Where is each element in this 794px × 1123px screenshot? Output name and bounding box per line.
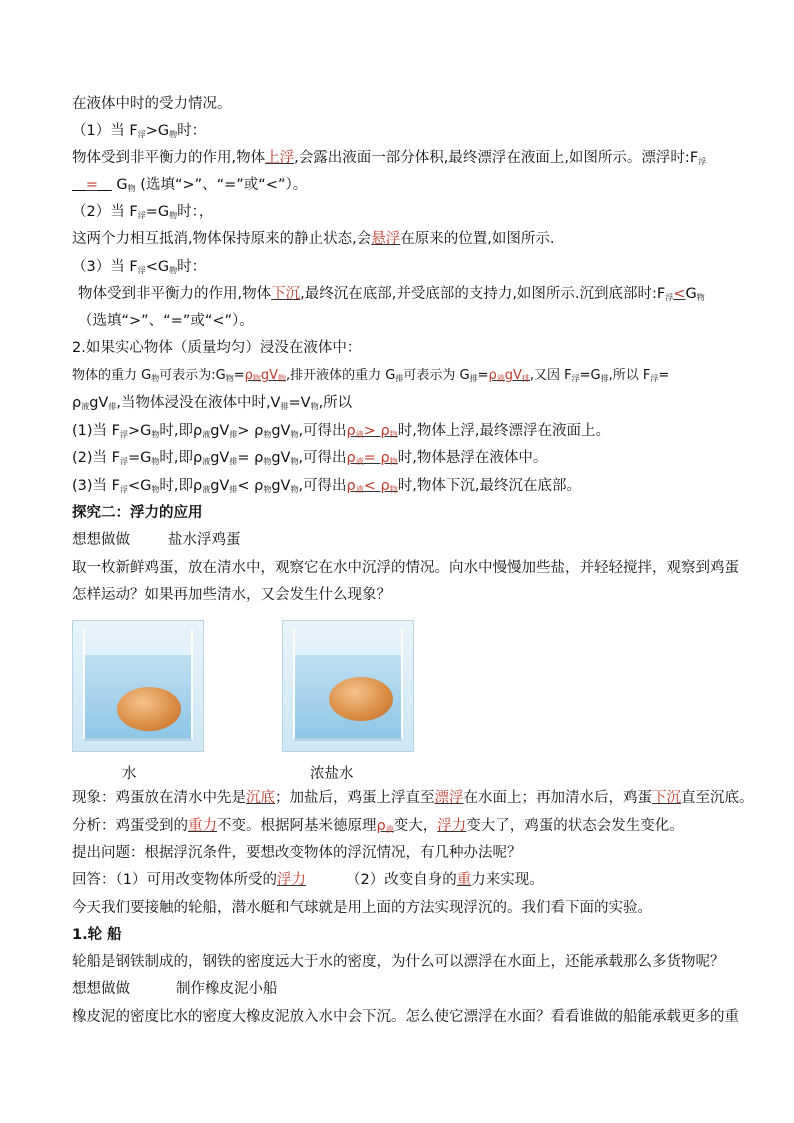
text: 变大了，鸡蛋的状态会发生变化。: [466, 818, 684, 834]
subscript: 浮: [137, 211, 146, 220]
subscript: 浮: [571, 374, 580, 383]
text-line: [72, 530, 754, 550]
subscript: 液: [81, 402, 90, 411]
answer-text: 重力: [188, 818, 217, 834]
text: 时,物体下沉,最终沉在底部。: [397, 478, 581, 494]
subscript: 液: [385, 825, 394, 834]
caption-salt-water: 浓盐水: [310, 766, 354, 782]
text: ρ: [488, 368, 497, 383]
subscript: 物: [389, 430, 398, 439]
text: > ρ: [237, 423, 264, 439]
subscript: 物: [169, 130, 178, 139]
subscript: 物: [263, 485, 272, 494]
text: 时：: [177, 259, 207, 275]
subscript: 浮: [137, 266, 146, 275]
text-line: [72, 870, 754, 890]
subscript: 排: [108, 402, 117, 411]
text: =: [477, 368, 489, 383]
text: >G: [145, 123, 170, 139]
text: ρ: [346, 478, 356, 494]
text: 盐水浮鸡蛋: [168, 532, 241, 548]
text: 想想做做: [72, 981, 130, 997]
egg: [329, 677, 393, 721]
text: ,当物体浸没在液体中时,V: [116, 395, 281, 411]
text: 时,物体上浮,最终漂浮在液面上。: [397, 423, 610, 439]
answer-text: =: [85, 177, 98, 193]
subscript: 排: [229, 485, 238, 494]
text-line: 2.如果实心物体（质量均匀）浸没在液体中：: [72, 340, 362, 356]
text-line: [72, 816, 754, 840]
text: 分析：鸡蛋受到的: [72, 818, 188, 834]
text: ,排开液体的重力 G: [286, 368, 396, 383]
answer-text: 沉底: [246, 790, 275, 806]
text: ρ: [376, 818, 386, 834]
subscript: 物: [389, 485, 398, 494]
answer-text: 下沉: [652, 790, 681, 806]
subscript: 物: [290, 485, 299, 494]
answer-text: 重: [456, 872, 472, 888]
answer-text: [245, 368, 286, 383]
text: ,又因 F: [529, 368, 572, 383]
subscript: 排: [521, 374, 530, 383]
text: (3)当 F: [72, 478, 120, 494]
subscript: 浮: [120, 430, 128, 439]
text: ,可得出: [298, 450, 347, 466]
text: > ρ: [363, 423, 390, 439]
text: gV: [89, 395, 109, 411]
text: =G: [128, 450, 152, 466]
text-line: 怎样运动？如果再加些清水，又会发生什么现象？: [72, 587, 391, 603]
subscript: 浮: [120, 485, 128, 494]
text: =G: [579, 368, 601, 383]
text-line: 今天我们要接触的轮船，潜水艇和气球就是用上面的方法实现浮沉的。我们看下面的实验。: [72, 900, 652, 916]
subscript: 物: [151, 374, 160, 383]
text: 时：: [177, 123, 207, 139]
text: 时：，: [177, 204, 214, 220]
subscript: 物: [263, 457, 272, 466]
text: ρ: [244, 368, 253, 383]
subscript: 排: [229, 430, 238, 439]
section-heading: 1.轮 船: [72, 927, 122, 943]
text-line: 提出问题：根据浮沉条件，要想改变物体的浮沉情况，有几种办法呢？: [72, 845, 522, 861]
text-line: [72, 257, 754, 281]
subscript: 物: [290, 430, 299, 439]
subscript: 物: [696, 293, 705, 302]
subscript: 物: [151, 485, 160, 494]
subscript: 物: [225, 374, 234, 383]
text-line: [72, 148, 754, 172]
text-line: [78, 284, 754, 308]
text: 力来实现。: [471, 872, 544, 888]
text: 回答：（1）可用改变物体所受的: [72, 872, 277, 888]
subscript: 物: [290, 457, 299, 466]
text: ,所以: [318, 395, 353, 411]
text: 不变。根据阿基米德原理: [217, 818, 377, 834]
text: 时,即ρ: [159, 423, 203, 439]
text: ,所以 F: [608, 368, 651, 383]
text: gV: [504, 368, 522, 383]
answer-text: [347, 450, 398, 466]
text-line: [72, 229, 754, 249]
beaker-photo-water: [72, 620, 204, 752]
text: 现象：鸡蛋放在清水中先是: [72, 790, 246, 806]
text-line: [72, 366, 754, 389]
subscript: 液: [355, 485, 364, 494]
answer-text: [347, 423, 398, 439]
subscript: 液: [202, 430, 211, 439]
text: 在原来的位置,如图所示.: [400, 231, 555, 247]
text: gV: [260, 368, 279, 383]
text: <G: [128, 478, 152, 494]
subscript: 物: [151, 430, 160, 439]
text: 物体的重力 G: [72, 368, 152, 383]
text-line: [72, 788, 754, 808]
text: 物体受到非平衡力的作用,物体: [78, 286, 272, 302]
text: >G: [128, 423, 152, 439]
text: gV: [210, 423, 230, 439]
subscript: 浮: [137, 130, 146, 139]
text: 物体受到非平衡力的作用,物体: [72, 150, 266, 166]
text-line: [72, 175, 754, 199]
text-line: 轮船是钢铁制成的，钢铁的密度远大于水的密度，为什么可以漂浮在水面上，还能承载那么多货物呢？: [72, 954, 725, 970]
text: ,可得出: [298, 423, 347, 439]
text: =: [233, 368, 245, 383]
subscript: 物: [151, 457, 160, 466]
text-line: [72, 448, 754, 472]
answer-text: [488, 368, 529, 383]
text-line: 取一枚新鲜鸡蛋，放在清水中，观察它在水中沉浮的情况。向水中慢慢加些盐，并轻轻搅拌，观察到鸡蛋: [72, 560, 739, 576]
subscript: 浮: [650, 374, 659, 383]
text-line: （选填“>”、“=”或“<”）。: [78, 313, 254, 329]
section-heading: 探究二：浮力的应用: [72, 505, 203, 521]
subscript: 物: [169, 211, 178, 220]
subscript: 液: [355, 430, 364, 439]
subscript: 物: [127, 184, 136, 193]
text-line: 在液体中时的受力情况。: [72, 96, 232, 112]
subscript: 液: [202, 457, 211, 466]
subscript: 排: [469, 374, 478, 383]
text: = ρ: [363, 450, 390, 466]
text-line: 橡皮泥的密度比水的密度大橡皮泥放入水中会下沉。怎么使它漂浮在水面？看看谁做的船能承载更多的重: [72, 1009, 739, 1025]
beaker-photo-salt-water: [282, 620, 414, 752]
answer-text: 漂浮: [434, 790, 464, 806]
caption-water: 水: [122, 766, 137, 782]
text: （1）当 F: [72, 123, 138, 139]
subscript: 物: [263, 430, 272, 439]
subscript: 物: [389, 457, 398, 466]
text: 时,物体悬浮在液体中。: [397, 450, 548, 466]
text: (2)当 F: [72, 450, 120, 466]
subscript: 物: [169, 266, 178, 275]
text: 在水面上；再加清水后，鸡蛋: [463, 790, 652, 806]
text: 变大，: [393, 818, 438, 834]
text: ,可得出: [298, 478, 347, 494]
text: =G: [145, 204, 170, 220]
text: 直至沉底。: [681, 790, 754, 806]
subscript: 物: [278, 374, 287, 383]
text: （2）改变自身的: [345, 872, 457, 888]
subscript: 排: [395, 374, 404, 383]
text: 时,即ρ: [159, 450, 203, 466]
text: gV: [271, 450, 291, 466]
text: ；加盐后，鸡蛋上浮直至: [275, 790, 435, 806]
text: 时,即ρ: [159, 478, 203, 494]
text: ρ: [346, 450, 356, 466]
subscript: 液: [496, 374, 505, 383]
subscript: 排: [600, 374, 609, 383]
text: ρ: [72, 395, 82, 411]
text: 制作橡皮泥小船: [176, 981, 278, 997]
text: 可表示为:G: [159, 368, 226, 383]
text: < ρ: [237, 478, 264, 494]
text: （2）当 F: [72, 204, 138, 220]
answer-text: 下沉: [271, 286, 301, 302]
text: =V: [288, 395, 311, 411]
text-line: [72, 421, 754, 445]
text-line: [72, 979, 754, 999]
subscript: 排: [280, 402, 289, 411]
text: =: [658, 368, 670, 383]
text: <G: [145, 259, 170, 275]
text-line: [72, 393, 754, 417]
text: gV: [271, 478, 291, 494]
subscript: 浮: [120, 457, 128, 466]
subscript: 液: [355, 457, 364, 466]
subscript: 物: [310, 402, 319, 411]
subscript: 液: [202, 485, 211, 494]
answer-text: 悬浮: [371, 231, 401, 247]
answer-text: [347, 478, 398, 494]
answer-text: 浮力: [276, 872, 306, 888]
subscript: 浮: [665, 293, 674, 302]
answer-blank: [72, 177, 112, 193]
answer-text: 上浮: [265, 150, 295, 166]
subscript: 浮: [698, 157, 707, 166]
text: (选填“>”、“=”或“<”）。: [135, 177, 308, 193]
text: ,会露出液面一部分体积,最终漂浮在液面上,如图所示。漂浮时:F: [294, 150, 699, 166]
answer-text: [377, 818, 394, 834]
subscript: 物: [252, 374, 261, 383]
text: G: [685, 286, 697, 302]
text: 可表示为 G: [403, 368, 470, 383]
text-line: [72, 476, 754, 500]
text: （3）当 F: [72, 259, 138, 275]
subscript: 排: [229, 457, 238, 466]
text-line: [72, 121, 754, 145]
text: gV: [210, 450, 230, 466]
answer-text: 浮力: [437, 818, 467, 834]
text: (1)当 F: [72, 423, 120, 439]
answer-text: <: [673, 286, 686, 302]
text: 这两个力相互抵消,物体保持原来的静止状态,会: [72, 231, 372, 247]
text: G: [111, 177, 128, 193]
text-line: [72, 202, 754, 226]
text: ,最终沉在底部,并受底部的支持力,如图所示.沉到底部时:F: [300, 286, 666, 302]
text: ρ: [346, 423, 356, 439]
text: < ρ: [363, 478, 390, 494]
text: 想想做做: [72, 532, 130, 548]
egg: [117, 687, 181, 731]
text: = ρ: [237, 450, 264, 466]
text: gV: [271, 423, 291, 439]
text: gV: [210, 478, 230, 494]
